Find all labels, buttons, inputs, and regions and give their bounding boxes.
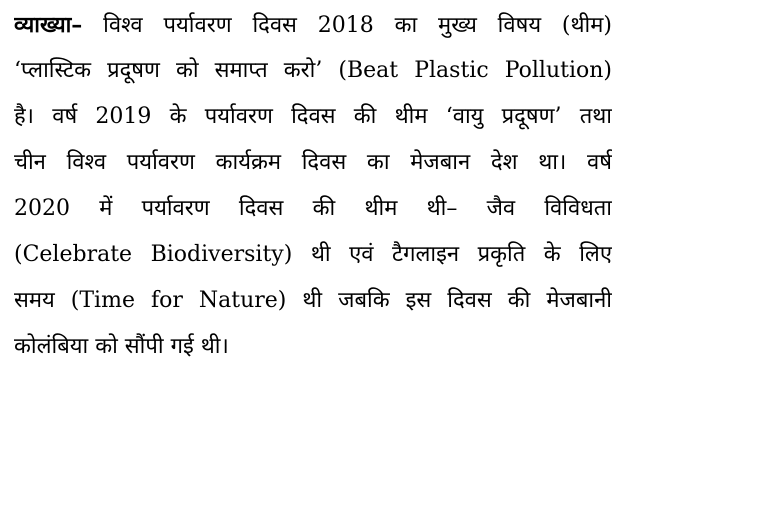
line-1-text: विश्व पर्यावरण दिवस 2018 का मुख्य विषय (थीम): [82, 13, 612, 38]
paragraph-line-1: [14, 2, 612, 48]
paragraph-line-3: है। वर्ष 2019 के पर्यावरण दिवस की थीम ‘वायु प्रदूषण’ तथा: [14, 104, 612, 129]
paragraph-line-4: चीन विश्व पर्यावरण कार्यक्रम दिवस का मेजबान देश था। वर्ष: [14, 150, 612, 175]
paragraph-line-7: समय (Time for Nature) थी जबकि इस दिवस की मेजबानी: [14, 288, 612, 313]
explanation-paragraph: [14, 2, 612, 370]
explanation-label: व्याख्या–: [14, 12, 83, 38]
paragraph-line-5: 2020 में पर्यावरण दिवस की थीम थी– जैव विविधता: [14, 196, 612, 221]
paragraph-line-6: (Celebrate Biodiversity) थी एवं टैगलाइन प्रकृति के लिए: [14, 242, 612, 267]
paragraph-line-2: ‘प्लास्टिक प्रदूषण को समाप्त करो’ (Beat Plastic Pollution): [14, 58, 612, 83]
paragraph-line-8: कोलंबिया को सौंपी गई थी।: [14, 334, 229, 359]
